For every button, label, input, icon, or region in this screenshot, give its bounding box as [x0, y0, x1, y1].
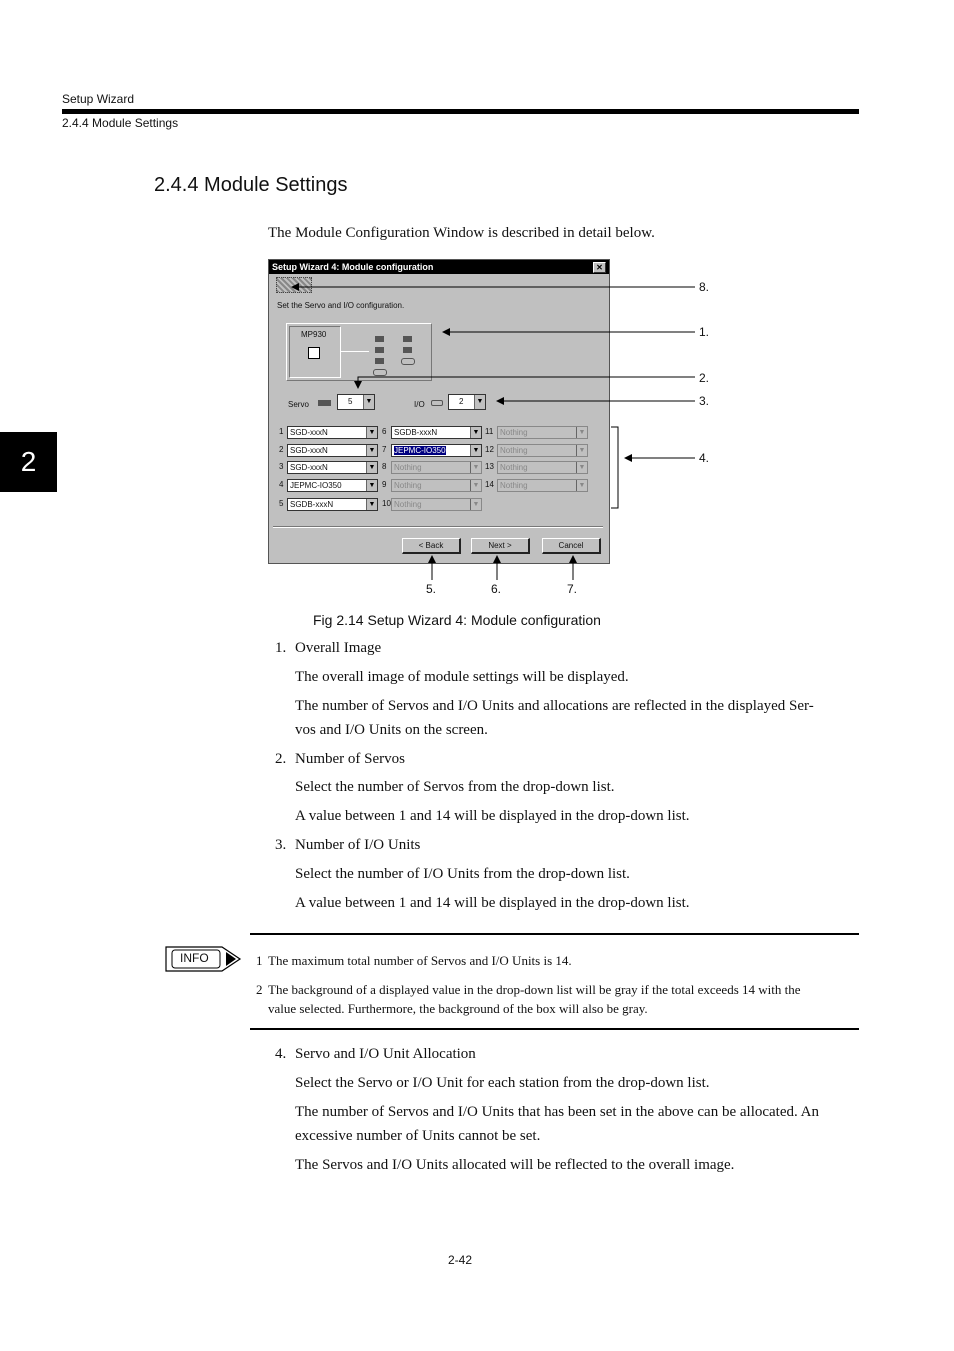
- info-icon: [164, 946, 242, 972]
- chevron-down-icon[interactable]: ▼: [470, 427, 481, 438]
- io-count-label: I/O: [414, 400, 425, 409]
- figure-caption: Fig 2.14 Setup Wizard 4: Module configuration: [313, 612, 601, 628]
- item-4-para: excessive number of Units cannot be set.: [295, 1128, 541, 1144]
- item-4-title: Servo and I/O Unit Allocation: [295, 1046, 476, 1062]
- info-note-2-number: 2: [256, 982, 263, 997]
- item-1-number: 1.: [275, 640, 287, 656]
- chevron-down-icon[interactable]: ▼: [363, 395, 374, 409]
- info-note-2: The background of a displayed value in the drop-down list will be gray if the total exceeds 14 with the: [268, 982, 801, 997]
- station-number: 12: [485, 445, 494, 454]
- station-value: Nothing: [394, 500, 422, 509]
- station-value: SGD-xxxN: [290, 463, 328, 472]
- info-label: INFO: [180, 951, 209, 965]
- station-value: Nothing: [500, 481, 528, 490]
- station-value: SGDB-xxxN: [394, 428, 438, 437]
- chevron-down-icon[interactable]: ▼: [366, 445, 377, 456]
- chevron-down-icon: ▼: [576, 462, 587, 473]
- item-2-title: Number of Servos: [295, 751, 405, 767]
- chevron-down-icon[interactable]: ▼: [366, 462, 377, 473]
- chevron-down-icon[interactable]: ▼: [474, 395, 485, 409]
- item-1-para: The number of Servos and I/O Units and allocations are reflected in the displayed Ser-: [295, 698, 814, 714]
- callout-6: 6.: [491, 582, 502, 596]
- station-value: Nothing: [394, 463, 422, 472]
- chevron-down-icon: ▼: [576, 445, 587, 456]
- station-value: Nothing: [500, 446, 528, 455]
- info-note-2: value selected. Furthermore, the background of the box will also be gray.: [268, 1001, 648, 1016]
- item-4-para: The Servos and I/O Units allocated will be reflected to the overall image.: [295, 1157, 735, 1173]
- station-value: Nothing: [394, 481, 422, 490]
- chevron-down-icon[interactable]: ▼: [470, 445, 481, 456]
- item-3-title: Number of I/O Units: [295, 837, 421, 853]
- station-value: SGD-xxxN: [290, 428, 328, 437]
- chevron-down-icon: ▼: [470, 499, 481, 510]
- controller-label: MP930: [301, 330, 327, 339]
- running-header-subsection: 2.4.4 Module Settings: [62, 116, 179, 130]
- item-2-para: A value between 1 and 14 will be displayed in the drop-down list.: [295, 808, 690, 824]
- station-value: Nothing: [500, 463, 528, 472]
- station-number: 6: [382, 427, 387, 436]
- station-number: 4: [279, 480, 284, 489]
- chevron-down-icon: ▼: [576, 480, 587, 491]
- dialog-prompt: Set the Servo and I/O configuration.: [277, 301, 405, 310]
- callout-3: 3.: [699, 394, 710, 408]
- chapter-tab: 2: [0, 432, 57, 492]
- item-3-para: A value between 1 and 14 will be displayed in the drop-down list.: [295, 895, 690, 911]
- station-number: 5: [279, 499, 284, 508]
- close-icon[interactable]: ✕: [593, 262, 606, 273]
- item-4-number: 4.: [275, 1046, 287, 1062]
- station-number: 13: [485, 462, 494, 471]
- info-note-1: The maximum total number of Servos and I/O Units is 14.: [268, 953, 572, 968]
- callout-arrows: [0, 0, 954, 620]
- io-count-value: 2: [459, 397, 464, 406]
- callout-2-arrow: [358, 377, 695, 388]
- station-value: SGD-xxxN: [290, 446, 328, 455]
- item-1-para: The overall image of module settings will be displayed.: [295, 669, 629, 685]
- item-4-para: The number of Servos and I/O Units that has been set in the above can be allocated. An: [295, 1104, 820, 1120]
- next-button[interactable]: Next >: [471, 538, 530, 554]
- station-number: 14: [485, 480, 494, 489]
- section-heading: 2.4.4 Module Settings: [154, 174, 348, 196]
- station-value: JEPMC-IO350: [394, 446, 446, 455]
- info-note-1-number: 1: [256, 953, 263, 968]
- info-top-rule: [250, 933, 859, 935]
- item-1-para: vos and I/O Units on the screen.: [295, 722, 488, 738]
- station-number: 11: [485, 427, 494, 436]
- callout-4: 4.: [699, 451, 710, 465]
- servo-count-value: 5: [348, 397, 353, 406]
- item-4-para: Select the Servo or I/O Unit for each station from the drop-down list.: [295, 1075, 710, 1091]
- callout-2: 2.: [699, 371, 710, 385]
- dialog-title: Setup Wizard 4: Module configuration: [272, 262, 434, 272]
- callout-5: 5.: [426, 582, 437, 596]
- page-number: 2-42: [448, 1253, 473, 1267]
- item-3-para: Select the number of I/O Units from the drop-down list.: [295, 866, 630, 882]
- info-bottom-rule: [250, 1028, 859, 1030]
- item-1-title: Overall Image: [295, 640, 382, 656]
- chevron-down-icon[interactable]: ▼: [366, 427, 377, 438]
- item-2-para: Select the number of Servos from the drop-down list.: [295, 779, 615, 795]
- back-button[interactable]: < Back: [402, 538, 461, 554]
- chevron-down-icon: ▼: [576, 427, 587, 438]
- station-value: Nothing: [500, 428, 528, 437]
- callout-1: 1.: [699, 325, 710, 339]
- station-number: 10: [382, 499, 391, 508]
- callout-7: 7.: [567, 582, 578, 596]
- chevron-down-icon: ▼: [470, 480, 481, 491]
- intro-paragraph: The Module Configuration Window is described in detail below.: [268, 225, 655, 241]
- servo-count-label: Servo: [288, 400, 309, 409]
- chevron-down-icon: ▼: [470, 462, 481, 473]
- item-2-number: 2.: [275, 751, 287, 767]
- station-value: SGDB-xxxN: [290, 500, 334, 509]
- station-number: 1: [279, 427, 284, 436]
- station-number: 7: [382, 445, 387, 454]
- cancel-button[interactable]: Cancel: [542, 538, 601, 554]
- station-number: 3: [279, 462, 284, 471]
- station-number: 9: [382, 480, 387, 489]
- running-header-section: Setup Wizard: [62, 92, 135, 106]
- chevron-down-icon[interactable]: ▼: [366, 480, 377, 491]
- station-number: 8: [382, 462, 387, 471]
- callout-4-bracket: [611, 427, 618, 508]
- chevron-down-icon[interactable]: ▼: [366, 499, 377, 510]
- item-3-number: 3.: [275, 837, 287, 853]
- callout-8: 8.: [699, 280, 710, 294]
- station-number: 2: [279, 445, 284, 454]
- station-value: JEPMC-IO350: [290, 481, 342, 490]
